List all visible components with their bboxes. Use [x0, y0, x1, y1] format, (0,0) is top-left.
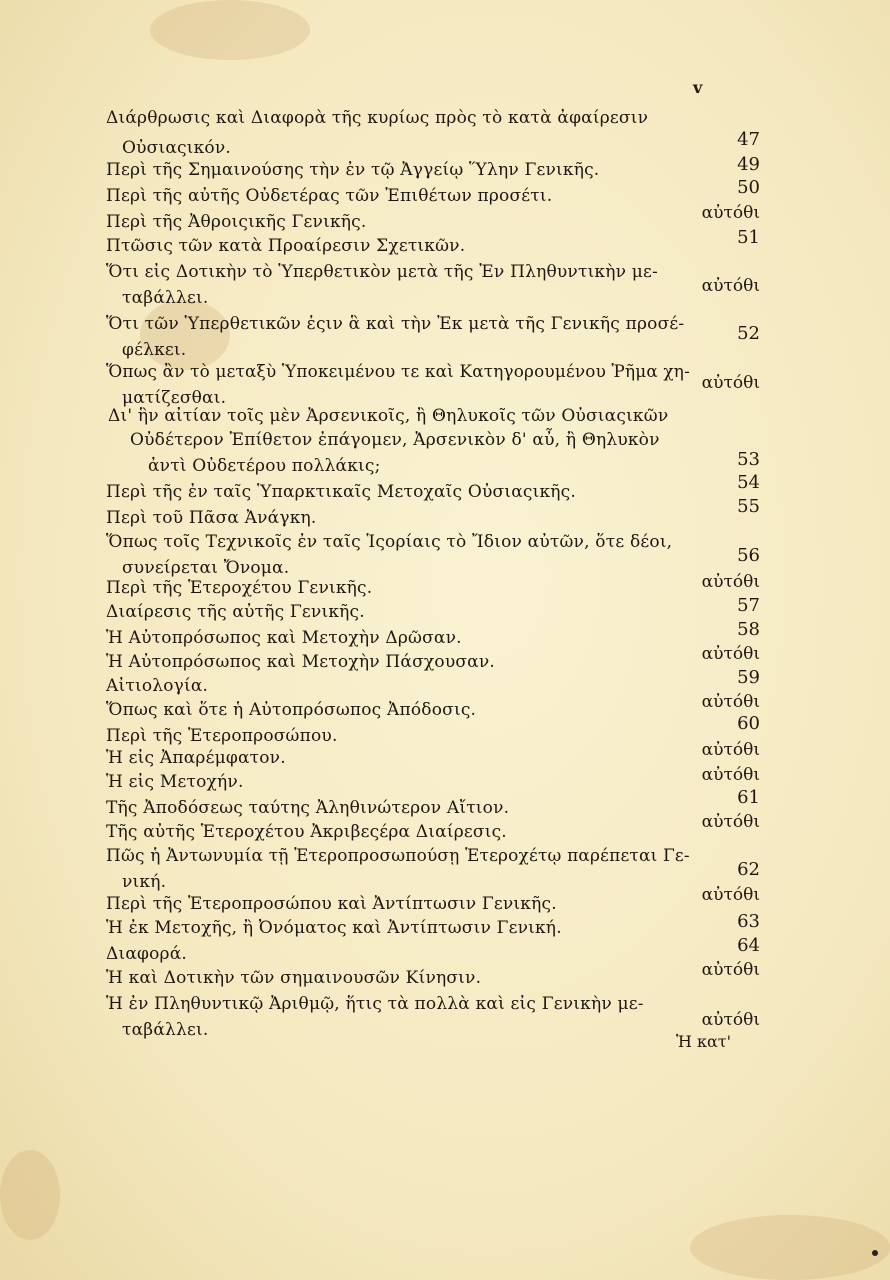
toc-entry: Ἡ ἐκ Μετοχῆς, ἢ Ὀνόματος καὶ Ἀντίπτωσιν Γενική. [106, 918, 562, 938]
toc-page-number: 49 [737, 154, 760, 175]
toc-page-number: 63 [737, 911, 760, 932]
toc-entry-continuation: ταβάλλει. [122, 1020, 209, 1040]
toc-page-number: αὐτόθι [701, 885, 760, 905]
toc-entry: Περὶ τῆς Ἑτεροπροσώπου καὶ Ἀντίπτωσιν Γενικῆς. [106, 894, 557, 914]
toc-entry: Ἡ εἰς Ἀπαρέμφατον. [106, 748, 286, 768]
toc-entry: Περὶ τοῦ Πᾶσα Ἀνάγκη. [106, 508, 317, 528]
toc-page-number: 59 [737, 667, 760, 688]
toc-entry: Περὶ τῆς Ἀθροιςικῆς Γενικῆς. [106, 212, 367, 232]
toc-page-number: 57 [737, 595, 760, 616]
toc-entry: Τῆς Ἀποδόσεως ταύτης Ἀληθινώτερον Αἴτιον. [106, 798, 510, 818]
toc-entry-continuation: Οὐσιαςικόν. [122, 138, 232, 158]
toc-entry: Ἡ Αὐτοπρόσωπος καὶ Μετοχὴν Πάσχουσαν. [106, 652, 495, 672]
toc-entry: Διαίρεσις τῆς αὐτῆς Γενικῆς. [106, 602, 365, 622]
toc-page-number: αὐτόθι [701, 812, 760, 832]
signature-mark: v [693, 78, 703, 97]
toc-page-number: αὐτόθι [701, 203, 760, 223]
toc-page-number: 56 [737, 545, 760, 566]
toc-page-number: αὐτόθι [701, 572, 760, 592]
catchword: Ἡ κατ' [676, 1032, 732, 1051]
toc-page-number: 55 [737, 496, 760, 517]
toc-page-number: 47 [737, 129, 760, 150]
toc-page-number: 52 [737, 323, 760, 344]
toc-entry-continuation: ματίζεσθαι. [122, 388, 227, 408]
toc-entry-continuation: ἀντὶ Οὐδετέρου πολλάκις; [148, 456, 381, 476]
toc-entry-continuation: φέλκει. [122, 340, 187, 360]
toc-entry: Περὶ τῆς Ἑτεροπροσώπου. [106, 726, 338, 746]
toc-entry: Πῶς ἡ Ἀντωνυμία τῇ Ἑτεροπροσωπούσῃ Ἑτεροχέτῳ παρέπεται Γε- [106, 846, 690, 866]
toc-page-number: 54 [737, 472, 760, 493]
toc-entry: Ἡ εἰς Μετοχήν. [106, 772, 244, 792]
toc-entry: Ἡ ἐν Πληθυντικῷ Ἀριθμῷ, ἥτις τὰ πολλὰ καὶ εἰς Γενικὴν με- [106, 994, 644, 1014]
toc-entry: Περὶ τῆς Σημαινούσης τὴν ἐν τῷ Ἀγγείῳ Ὕλην Γενικῆς. [106, 160, 600, 180]
toc-entry-continuation: ταβάλλει. [122, 288, 209, 308]
toc-page-number: 50 [737, 177, 760, 198]
toc-entry-continuation: Οὐδέτερον Ἐπίθετον ἐπάγομεν, Ἀρσενικὸν δ' αὖ, ἢ Θηλυκὸν [130, 430, 660, 450]
toc-page-number: 60 [737, 713, 760, 734]
toc-page-number: αὐτόθι [701, 765, 760, 785]
toc-entry-continuation: νική. [122, 872, 167, 892]
toc-entry: Περὶ τῆς ἐν ταῖς Ὑπαρκτικαῖς Μετοχαῖς Οὐσιαςικῆς. [106, 482, 577, 502]
toc-entry: Περὶ τῆς Ἑτεροχέτου Γενικῆς. [106, 578, 373, 598]
toc-entry-continuation: συνείρεται Ὄνομα. [122, 558, 290, 578]
toc-entry: Πτῶσις τῶν κατὰ Προαίρεσιν Σχετικῶν. [106, 236, 466, 256]
toc-page-number: 58 [737, 619, 760, 640]
toc-entry: Διαφορά. [106, 944, 188, 964]
toc-entry: Ὅτι τῶν Ὑπερθετικῶν ἐςιν ἃ καὶ τὴν Ἐκ μετὰ τῆς Γενικῆς προσέ- [106, 314, 685, 334]
toc-page-number: αὐτόθι [701, 1010, 760, 1030]
toc-page-number: αὐτόθι [701, 644, 760, 664]
toc-page-number: αὐτόθι [701, 373, 760, 393]
toc-entry: Ἡ Αὐτοπρόσωπος καὶ Μετοχὴν Δρῶσαν. [106, 628, 462, 648]
toc-page-number: 53 [737, 449, 760, 470]
toc-entry: Ὅπως καὶ ὅτε ἡ Αὐτοπρόσωπος Ἀπόδοσις. [106, 700, 477, 720]
toc-entry: Ἡ καὶ Δοτικὴν τῶν σημαινουσῶν Κίνησιν. [106, 968, 482, 988]
toc-page-number: 62 [737, 859, 760, 880]
toc-page-number: 61 [737, 787, 760, 808]
toc-entry: Διάρθρωσις καὶ Διαφορὰ τῆς κυρίως πρὸς τὸ κατὰ ἀφαίρεσιν [106, 108, 649, 128]
toc-page-number: αὐτόθι [701, 960, 760, 980]
toc-page-number: αὐτόθι [701, 692, 760, 712]
toc-entry: Ὅπως ἂν τὸ μεταξὺ Ὑποκειμένου τε καὶ Κατηγορουμένου Ῥῆμα χη- [106, 362, 690, 382]
toc-entry: Τῆς αὐτῆς Ἑτεροχέτου Ἀκριβεςέρα Διαίρεσις. [106, 822, 507, 842]
toc-page-number: αὐτόθι [701, 276, 760, 296]
toc-entry: Δι' ἣν αἰτίαν τοῖς μὲν Ἀρσενικοῖς, ἢ Θηλυκοῖς τῶν Οὐσιαςικῶν [108, 406, 669, 426]
toc-entry: Περὶ τῆς αὐτῆς Οὐδετέρας τῶν Ἐπιθέτων προσέτι. [106, 186, 553, 206]
toc-entry: Ὅτι εἰς Δοτικὴν τὸ Ὑπερθετικὸν μετὰ τῆς Ἐν Πληθυντικὴν με- [106, 262, 658, 282]
toc-entry: Αἰτιολογία. [106, 676, 209, 696]
toc-page-number: 64 [737, 935, 760, 956]
toc-entry: Ὅπως τοῖς Τεχνικοῖς ἐν ταῖς Ἱςορίαις τὸ Ἴδιον αὐτῶν, ὅτε δέοι, [106, 532, 673, 552]
toc-page-number: αὐτόθι [701, 740, 760, 760]
toc-page-number: 51 [737, 227, 760, 248]
